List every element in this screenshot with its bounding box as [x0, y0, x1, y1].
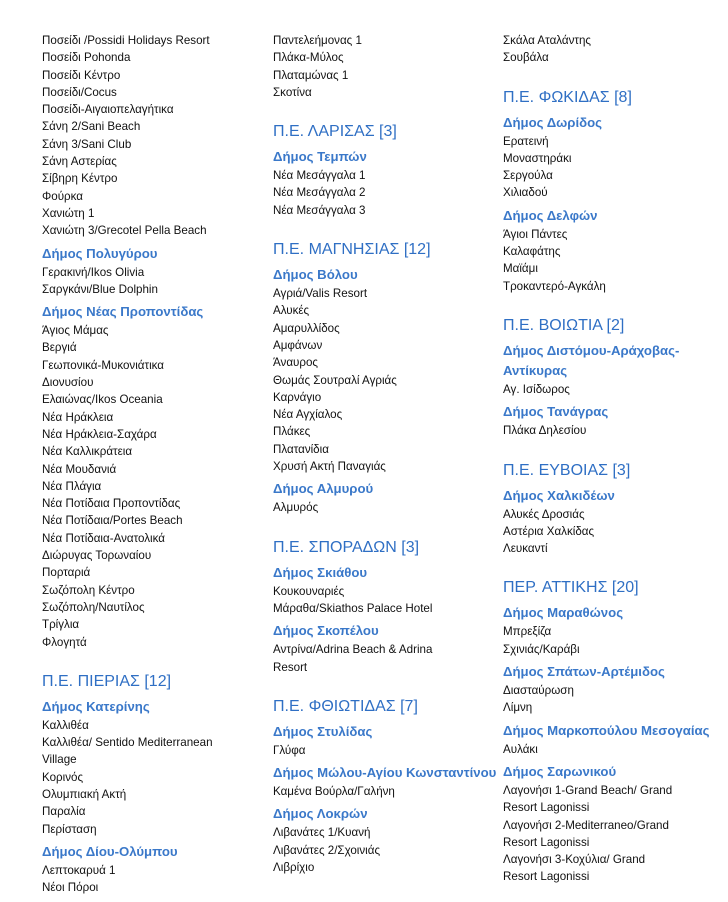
region-heading: Π.Ε. ΛΑΡΙΣΑΣ [3]: [273, 123, 397, 141]
beach-item: Νέα Μεσάγγαλα 2: [273, 186, 366, 200]
column-middle: [273, 32, 498, 876]
beach-item: Σάνη Αστερίας: [42, 155, 117, 169]
beach-item: Παραλία: [42, 805, 86, 819]
beach-item: Αμφάνων: [273, 338, 323, 352]
municipality-heading: Δήμος Διστόμου-Αράχοβας-Αντίκυρας: [503, 342, 680, 378]
beach-item: Ποσείδι/Cocus: [42, 85, 117, 99]
municipality-heading: Δήμος Δίου-Ολύμπου: [42, 843, 178, 859]
region-heading: Π.Ε. ΦΘΙΩΤΙΔΑΣ [7]: [273, 697, 418, 715]
municipality-heading: Δήμος Μαρκοπούλου Μεσογαίας: [503, 722, 710, 738]
beach-item: Γλύφα: [273, 743, 306, 757]
beach-item: Αμαρυλλίδος: [273, 321, 340, 335]
beach-item: Νέα Ηράκλεια: [42, 410, 114, 424]
region-heading: Π.Ε. ΕΥΒΟΙΑΣ [3]: [503, 461, 631, 479]
beach-item: Κουκουναριές: [273, 584, 345, 598]
municipality-heading: Δήμος Μώλου-Αγίου Κωνσταντίνου: [273, 765, 497, 781]
beach-item: Σάνη 2/Sani Beach: [42, 120, 141, 134]
municipality-heading: Δήμος Μαραθώνος: [503, 605, 624, 621]
beach-item: Άναυρος: [273, 356, 318, 370]
beach-item: Αυλάκι: [503, 742, 538, 756]
beach-item: Νέα Μουδανιά: [42, 462, 117, 476]
beach-item: Αλυκές Δροσιάς: [503, 507, 585, 521]
beach-item: Ποσείδι /Possidi Holidays Resort: [42, 34, 210, 47]
beach-item: Νέα Μεσάγγαλα 3: [273, 203, 366, 217]
beach-item: Λεπτοκαρυά 1: [42, 863, 116, 877]
beach-item: Βεργιά: [42, 341, 77, 355]
beach-item: Πορταριά: [42, 566, 91, 580]
beach-item: Διώρυγας Τορωναίου: [42, 549, 152, 563]
municipality-heading: Δήμος Σπάτων-Αρτέμιδος: [503, 664, 665, 680]
region-heading: ΠΕΡ. ΑΤΤΙΚΗΣ [20]: [503, 579, 639, 597]
beach-item: Village: [42, 753, 77, 767]
beach-item: Νέα Μεσάγγαλα 1: [273, 169, 366, 183]
beach-item: Λιβανάτες 2/Σχοινιάς: [273, 843, 381, 857]
municipality-heading: Δήμος Σαρωνικού: [503, 763, 617, 779]
beach-item: Χιλιαδού: [503, 186, 548, 200]
municipality-heading: Δήμος Δωρίδος: [503, 114, 603, 130]
municipality-heading: Δήμος Δελφών: [503, 207, 598, 223]
beach-item: Μοναστηράκι: [503, 151, 572, 165]
beach-item: Λαγονήσι 2-Mediterraneo/Grand: [503, 818, 669, 832]
beach-item: Πλάκα Δηλεσίου: [503, 424, 587, 438]
beach-item: Λιβρίχιο: [273, 861, 315, 875]
beach-item: Τροκαντερό-Αγκάλη: [503, 279, 606, 293]
beach-item: Νέα Ποτίδαια/Portes Beach: [42, 514, 183, 528]
beach-item: Κορινός: [42, 770, 84, 784]
beach-item: Ερατεινή: [503, 134, 549, 148]
beach-item: Ελαιώνας/Ikos Oceania: [42, 393, 163, 407]
municipality-heading: Δήμος Χαλκιδέων: [503, 487, 615, 503]
beach-item: Καλαφάτης: [503, 245, 561, 259]
beach-item: Σωζόπολη Κέντρο: [42, 583, 135, 597]
beach-item: Φλογητά: [42, 635, 87, 649]
beach-item: Ποσείδι Pohonda: [42, 51, 131, 65]
beach-item: Σάνη 3/Sani Club: [42, 137, 132, 151]
column-left: [42, 32, 264, 896]
beach-item: Σαργκάνι/Blue Dolphin: [42, 282, 158, 296]
municipality-heading: Δήμος Τανάγρας: [503, 404, 609, 420]
region-heading: Π.Ε. ΠΙΕΡΙΑΣ [12]: [42, 672, 172, 690]
beach-item: Παντελεήμονας 1: [273, 34, 362, 47]
municipality-heading: Δήμος Σκοπέλου: [273, 623, 379, 639]
beach-item: Νέα Ηράκλεια-Σαχάρα: [42, 427, 157, 441]
beach-item: Σωζόπολη/Ναυτίλος: [42, 600, 145, 614]
beach-item: Λιβανάτες 1/Κυανή: [273, 826, 371, 840]
beach-item: Γεωπονικά-Μυκονιάτικα: [42, 358, 165, 372]
beach-item: Καλλιθέα/ Sentido Mediterranean: [42, 736, 213, 750]
beach-item: Αγριά/Valis Resort: [273, 287, 368, 301]
beach-item: Λίμνη: [503, 701, 533, 715]
beach-item: Ποσείδι-Αιγαιοπελαγήτικα: [42, 103, 174, 117]
beach-item: Σίβηρη Κέντρο: [42, 172, 118, 186]
beach-item: Μπρεξίζα: [503, 625, 552, 639]
beach-item: Χρυσή Ακτή Παναγιάς: [273, 460, 386, 474]
municipality-heading: Δήμος Στυλίδας: [273, 723, 373, 739]
municipality-heading: Δήμος Αλμυρού: [273, 481, 374, 497]
beach-item: Καρνάγιο: [273, 390, 322, 404]
beach-item: Ποσείδι Κέντρο: [42, 68, 121, 82]
beach-item: Resort: [273, 660, 308, 674]
municipality-heading: Δήμος Πολυγύρου: [42, 245, 158, 261]
beach-item: Θωμάς Σουτραλί Αγριάς: [273, 373, 397, 387]
beach-item: Νέα Ποτίδαια Προποντίδας: [42, 497, 181, 511]
beach-item: Χανιώτη 3/Grecotel Pella Beach: [42, 224, 207, 238]
municipality-heading: Δήμος Σκιάθου: [273, 564, 368, 580]
beach-item: Μαϊάμι: [503, 262, 538, 276]
beach-item: Διονυσίου: [42, 376, 94, 390]
municipality-heading: Δήμος Λοκρών: [273, 806, 368, 822]
municipality-heading: Δήμος Τεμπών: [273, 149, 367, 165]
beach-item: Αγ. Ισίδωρος: [503, 382, 570, 396]
beach-item: Νέα Ποτίδαια-Ανατολικά: [42, 531, 165, 545]
beach-item: Άγιοι Πάντες: [503, 227, 568, 241]
beach-item: Σχινιάς/Καράβι: [503, 642, 580, 656]
beach-item: Λευκαντί: [503, 542, 548, 556]
beach-item: Φούρκα: [42, 189, 83, 203]
beach-item: Αστέρια Χαλκίδας: [503, 524, 595, 538]
column-right: [503, 32, 725, 886]
beach-item: Σουβάλα: [503, 51, 549, 65]
beach-item: Σκοτίνα: [273, 85, 312, 99]
beach-item: Πλάκες: [273, 425, 311, 439]
beach-item: Αλυκές: [273, 304, 310, 318]
beach-item: Άγιος Μάμας: [42, 324, 109, 338]
beach-item: Λαγονήσι 3-Κοχύλια/ Grand: [503, 853, 646, 867]
beach-item: Σεργούλα: [503, 169, 553, 183]
municipality-heading: Δήμος Βόλου: [273, 267, 358, 283]
beach-item: Τρίγλια: [42, 618, 80, 632]
region-heading: Π.Ε. ΜΑΓΝΗΣΙΑΣ [12]: [273, 241, 431, 259]
beach-item: Νέα Πλάγια: [42, 479, 102, 493]
beach-item: Χανιώτη 1: [42, 206, 95, 220]
beach-item: Διασταύρωση: [503, 684, 574, 698]
beach-item: Νέοι Πόροι: [42, 881, 99, 895]
beach-item: Καλλιθέα: [42, 718, 89, 732]
beach-item: Resort Lagonissi: [503, 801, 590, 815]
region-heading: Π.Ε. ΣΠΟΡΑΔΩΝ [3]: [273, 538, 420, 556]
beach-item: Μάραθα/Skiathos Palace Hotel: [273, 601, 433, 615]
beach-item: Νέα Καλλικράτεια: [42, 445, 133, 459]
beach-item: Περίσταση: [42, 822, 97, 836]
beach-item: Ολυμπιακή Ακτή: [42, 787, 127, 801]
municipality-heading: Δήμος Νέας Προποντίδας: [42, 304, 204, 320]
beach-item: Καμένα Βούρλα/Γαλήνη: [273, 785, 395, 799]
beach-item: Σκάλα Αταλάντης: [503, 34, 592, 47]
beach-item: Αντρίνα/Adrina Beach & Adrina: [273, 643, 433, 657]
beach-item: Πλάκα-Μύλος: [273, 51, 344, 65]
beach-item: Αλμυρός: [273, 501, 319, 515]
beach-item: Resort Lagonissi: [503, 870, 590, 884]
region-heading: Π.Ε. ΦΩΚΙΔΑΣ [8]: [503, 88, 632, 106]
municipality-heading: Δήμος Κατερίνης: [42, 698, 150, 714]
beach-item: Γερακινή/Ikos Olivia: [42, 265, 145, 279]
beach-item: Πλαταμώνας 1: [273, 68, 349, 82]
beach-item: Νέα Αγχίαλος: [273, 408, 343, 422]
beach-item: Λαγονήσι 1-Grand Beach/ Grand: [503, 783, 673, 797]
region-heading: Π.Ε. ΒΟΙΩΤΙΑ [2]: [503, 316, 625, 334]
beach-item: Resort Lagonissi: [503, 835, 590, 849]
beach-item: Πλατανίδια: [273, 442, 329, 456]
